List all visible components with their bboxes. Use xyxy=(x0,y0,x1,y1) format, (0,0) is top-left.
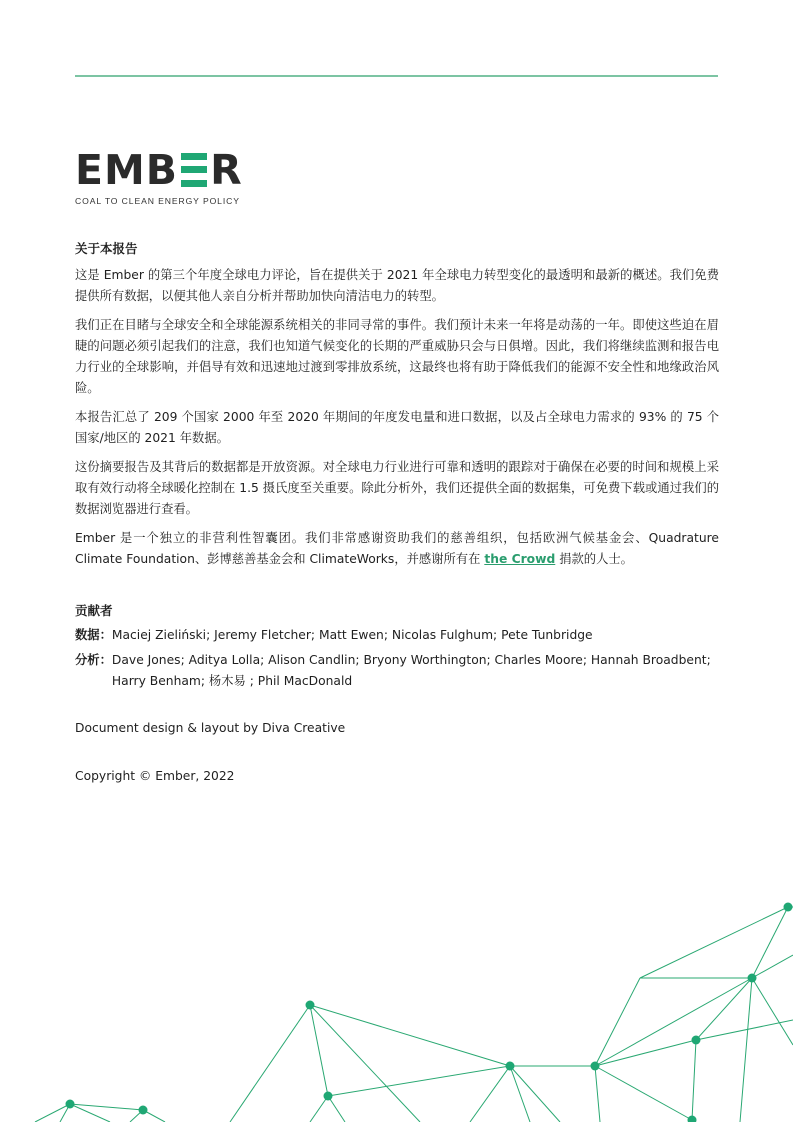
network-nodes xyxy=(66,903,793,1122)
about-paragraph-5: Ember 是一个独立的非营利性智囊团。我们非常感谢资助我们的慈善组织，包括欧洲气候基金会、Quadrature Climate Foundation、彭博慈善基金会和 ClimateWorks，并感谢所有在 the Crowd 捐款的人士。 xyxy=(75,531,719,566)
analysis-contributors xyxy=(75,650,719,692)
copyright-notice: Copyright © Ember, 2022 xyxy=(75,769,235,783)
data-contributors xyxy=(75,625,719,646)
about-heading: 关于本报告 xyxy=(75,241,138,256)
about-paragraph-2: 我们正在目睹与全球安全和全球能源系统相关的非同寻常的事件。我们预计未来一年将是动荡的一年。即使这些迫在眉睫的问题必须引起我们的注意，我们也知道气候变化的长期的严重威胁只会与日俱增。因此，我们将继续监测和报告电力行业的全球影响，并倡导有效和迅速地过渡到零排放系统，这最终也将有助于降低我们的能源不安全性和地缘政治风险。 xyxy=(75,318,719,395)
data-names: Maciej Zieliński; Jeremy Fletcher; Matt Ewen; Nicolas Fulghum; Pete Tunbridge xyxy=(111,628,593,642)
ember-logo xyxy=(75,146,255,208)
network-decoration xyxy=(0,870,793,1122)
contributors-heading: 贡献者 xyxy=(75,603,113,618)
analysis-label: 分析： xyxy=(75,653,112,667)
logo-letters-left: EMB xyxy=(75,146,179,194)
network-lines xyxy=(35,907,793,1122)
about-paragraph-4: 这份摘要报告及其背后的数据都是开放资源。对全球电力行业进行可靠和透明的跟踪对于确保在必要的时间和规模上采取有效行动将全球暖化控制在 1.5 摄氏度至关重要。除此分析外，我们还提供全面的数据集，可免费下载或通过我们的数据浏览器进行查看。 xyxy=(75,460,719,516)
logo-e-bars-icon xyxy=(181,153,207,187)
report-body xyxy=(75,238,719,787)
logo-tagline: COAL TO CLEAN ENERGY POLICY xyxy=(75,196,240,206)
data-label: 数据： xyxy=(75,628,112,642)
design-credit: Document design & layout by Diva Creative xyxy=(75,721,346,735)
logo-letters-right: R xyxy=(210,146,243,194)
the-crowd-link[interactable]: the Crowd xyxy=(484,552,556,566)
about-paragraph-3: 本报告汇总了 209 个国家 2000 年至 2020 年期间的年度发电量和进口数据，以及占全球电力需求的 93% 的 75 个国家/地区的 2021 年数据。 xyxy=(75,410,719,445)
about-paragraph-1: 这是 Ember 的第三个年度全球电力评论，旨在提供关于 2021 年全球电力转型变化的最透明和最新的概述。我们免费提供所有数据，以便其他人亲自分析并帮助加快向清洁电力的转型。 xyxy=(75,268,719,303)
analysis-names: Dave Jones; Aditya Lolla; Alison Candlin; Bryony Worthington; Charles Moore; Hannah Broadbent; Harry Benham; 杨木易 ; Phil MacDonald xyxy=(111,653,711,688)
top-divider xyxy=(75,75,718,77)
